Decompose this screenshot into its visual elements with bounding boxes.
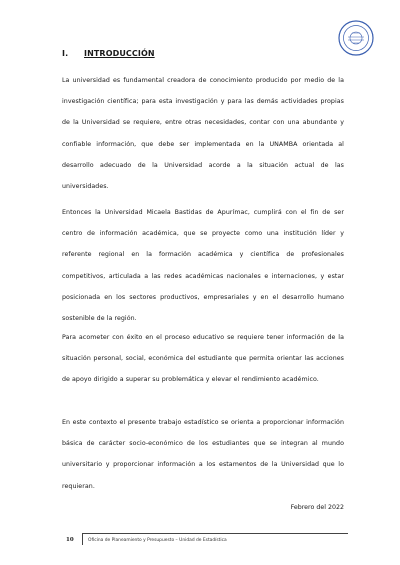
paragraph-3: Para acometer con éxito en el proceso educativo se requiere tener información de la situación personal, social, económica del estudiante que permita orientar las acciones de apoyo dirigido a superar su problemática y elevar el rendimiento académico. (62, 334, 344, 384)
section-number: I. (62, 49, 69, 58)
page-number: 10 (66, 537, 74, 543)
footer-separator (82, 533, 83, 545)
paragraph-1: La universidad es fundamental creadora de conocimiento producido por medio de la investigación científica; para esta investigación y para las demás actividades propias de la Universidad se requiere, entre otras necesidades, contar con una abundante y confiable información, que debe ser implementada en la UNAMBA orientada al desarrollo adecuado de la Universidad acorde a la situación actual de las universidades. (62, 77, 344, 191)
section-heading (62, 49, 155, 58)
university-seal-icon (338, 20, 374, 56)
footer-text: Oficina de Planeamiento y Presupuesto – Unidad de Estadística (88, 538, 227, 543)
section-title: INTRODUCCIÓN (84, 49, 155, 58)
footer-divider (82, 533, 348, 534)
document-date: Febrero del 2022 (290, 504, 344, 511)
paragraph-4: En este contexto el presente trabajo estadístico se orienta a proporcionar información básica de carácter socio-económico de los estudiantes que se integran al mundo universitario y proporcionar información a los estamentos de la Universidad que lo requieran. (62, 419, 344, 490)
paragraph-2: Entonces la Universidad Micaela Bastidas de Apurímac, cumplirá con el fin de ser centro de información académica, que se proyecte como una institución líder y referente regional en la formación académica y científica de profesionales competitivos, articulada a las redes académicas nacionales e internaciones, y estar posicionada en los sectores productivos, empresariales y en el desarrollo humano sostenible de la región. (62, 209, 344, 323)
